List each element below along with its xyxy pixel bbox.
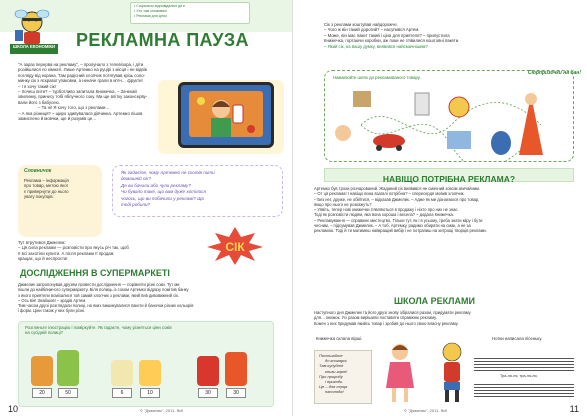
text-line: "А зараз перерва на рекламу", – пролунало з телевізора, і діти <box>18 62 144 67</box>
poem-line: книги гарні! <box>325 368 348 374</box>
text-line: – І я хочу такий сік! <box>18 83 56 89</box>
text-line: її всі захотіли купити. А після реклами її продаж <box>18 250 114 256</box>
text-line: кращає, що й неспроста! <box>18 256 68 262</box>
staff-line <box>474 358 574 359</box>
section-title-why: НАВІЩО ПОТРІБНА РЕКЛАМА? <box>382 174 516 184</box>
text-line: Джмелик запропонував друзям провести дослідження — порівняти різні соки. Тут ми <box>18 282 180 287</box>
topic-bullet: • Соціально-відповідальні діти <box>134 4 185 8</box>
text-line: вали його з бабусею. <box>18 99 60 105</box>
text-line: – Та ні! Я хочу того, що з реклами… <box>38 105 110 111</box>
staff-line <box>474 370 574 371</box>
text-line: – От ця реклама! І навіщо вона взагалі потрібна? – спересердя мовив хлопчик. <box>314 191 465 197</box>
question-line: Чи бувало таке, що вам дуже хотілося <box>121 189 206 195</box>
page-number: 10 <box>8 404 19 414</box>
music-lyrics: Тра-ля-ля, тра-ля-ля, <box>500 374 538 378</box>
text-line: Тим часом друзі розглядали полиці, на яких вишикувалися пакети й баночки різних кольорів <box>18 303 194 309</box>
sheet-caption: Книжечка склала вірші. <box>316 336 363 341</box>
poem-line: Про природу <box>319 373 343 379</box>
girl-illustration-icon <box>382 340 418 404</box>
juice-pack <box>57 350 79 386</box>
question-line: тоді робили? <box>121 202 151 208</box>
price-tag: 30 <box>226 388 246 398</box>
juice-box <box>139 360 161 386</box>
sik-sticker-icon <box>205 225 265 265</box>
school-label: ШКОЛА ЕКОНОМІКИ <box>10 44 58 54</box>
dictionary-title: Словничок <box>24 168 52 174</box>
path-task-text: Намалюйте шлях до рекламованого товару. <box>333 75 421 80</box>
tv-screen <box>189 91 263 137</box>
intro-text <box>18 62 163 121</box>
staff-line <box>474 367 574 368</box>
task-text <box>25 325 269 336</box>
juice-jar <box>225 352 247 386</box>
boy-on-tv-icon <box>189 91 263 137</box>
staff-line <box>474 361 574 362</box>
text-line: з якого приятели всміхалися той самий хлопчик з реклами, який пив дивовижний сік. <box>18 292 180 298</box>
mid-text <box>18 240 198 262</box>
juice-jar <box>31 356 53 386</box>
text-line: – Ця сила реклами — розповісти про якусь річ так, щоб <box>18 245 129 251</box>
text-line: Артемко був трохи розчарований. Жаданий сік виявився не смачний зовсім звичайним. <box>314 186 481 191</box>
ball-icon <box>449 97 469 117</box>
toy-tower-icon <box>415 93 429 115</box>
school-text <box>314 310 578 326</box>
supermarket-text <box>18 282 280 314</box>
topic-bullet: • Хто такі споживачі <box>134 9 167 13</box>
text-line: Тоді як розповісти людям, яка вона хороша і весела? – додала Книжечка. <box>314 212 454 218</box>
text-line: – Може, він має пакет такий і ціна для приятеля? – припустила <box>324 32 450 38</box>
toy-train-icon <box>447 131 471 149</box>
text-line: чесним, – підсумував Джмелик. – А тоб, Артемку, радимо обирати на смак, а не за <box>314 223 471 229</box>
text-line: замислено й мовчки, ще й розумів це… <box>18 116 97 122</box>
text-line: – Хочеш пити? – турботливо запитала Книжечка. – Зачекай <box>18 89 137 95</box>
text-line: – Який сік, на вашу думку, виявився найсмачнішим? <box>324 43 428 49</box>
why-ads-banner <box>324 168 574 182</box>
staff-line <box>474 384 574 385</box>
task-label: Сюрпризочки на бан! <box>527 70 581 76</box>
poem-line: Там купуйте <box>319 363 344 369</box>
baby-doll-icon <box>491 131 511 155</box>
price-tag: 10 <box>140 388 160 398</box>
text-line: погляду від екрана. Там радісний хлопчик потягував крізь соло- <box>18 72 146 78</box>
text-line: – Без неї, друже, не обійтися, – відказав Джмелик. – Адже як ми дізнаємося про товар, <box>314 196 480 202</box>
staff-line <box>474 387 574 388</box>
footer-text: © "Джмелик", 2011, №9 <box>404 408 448 413</box>
topic-bullet: • Реклама для діток <box>134 14 167 18</box>
text-line: якщо про нього не розкажуть? <box>314 201 372 207</box>
poem-line: Поспішайте <box>319 353 343 358</box>
text-line: – А яка різниця? – щиро здивувалася дівчинка. Артемко пішов <box>18 110 143 116</box>
sticker-text: СІК <box>225 240 245 254</box>
question-line: Де ви бачили або чули рекламу? <box>121 182 191 188</box>
question-line: чогось, що ви побачили у рекламі? Що <box>121 195 204 201</box>
price-tag: 50 <box>58 388 78 398</box>
text-line: минку сік з яскравої упаковки, а неначе грали в м'яч… фрукти! <box>18 78 143 84</box>
text-line: пішли до найближчого супермаркету. Біля полиць із соком Артемко відразу помітив банку <box>18 287 189 293</box>
right-page <box>294 0 587 416</box>
text-line: – Чого ж він такий дорогий? – насупився Артем. <box>324 27 420 33</box>
why-text <box>314 186 578 234</box>
questions-text <box>121 170 281 208</box>
text-line: Розгляньте ілюстрацію і поміркуйте. Як гадаєте, чому різняться ціни соків <box>25 325 172 330</box>
price-tag: 30 <box>198 388 218 398</box>
text-line: – Ось він! Знайшов! – зрадів Артем. <box>18 297 87 303</box>
toys-maze-icon <box>331 85 569 161</box>
tv-illustration <box>178 82 274 148</box>
questions-box <box>112 165 283 217</box>
music-caption: Нотки написала пісеньку. <box>492 336 543 341</box>
text-line: Наступного дня Джмелик та його друзі знову зібралися разом, придумати рекламу <box>314 310 471 315</box>
staff-line <box>474 396 574 397</box>
poem-line: Це – для серця <box>319 384 348 390</box>
text-line: Кожен з них придумав якийсь товар і зробив до нього свою власну рекламу. <box>314 320 459 326</box>
page-title: РЕКЛАМНА ПАУЗА <box>76 30 249 50</box>
footer-text: © "Джмелик", 2011, №9 <box>140 408 184 413</box>
text-line: Реклама – інформація <box>24 178 69 183</box>
text-line: Тут втрутився Джмелик: <box>18 240 66 245</box>
poem-text <box>319 353 347 395</box>
poem-line: насолода! <box>325 389 344 395</box>
toy-box-icon <box>353 91 371 107</box>
left-page <box>0 0 293 416</box>
text-line: – Уявіть, тепер нові книжечки з'являються в продажу і ніхто про них не знає. <box>314 207 459 213</box>
baby-icon <box>335 125 351 141</box>
staff-line <box>474 393 574 394</box>
top-text <box>324 22 574 49</box>
section-title-school: ШКОЛА РЕКЛАМИ <box>394 296 475 306</box>
text-line: – Рекламування — справжнє мистецтво. Тільки тут, як і в усьому, треба знати міру і бути <box>314 217 483 223</box>
text-line: є привернути до нього <box>24 188 69 194</box>
dictionary-box <box>18 165 102 237</box>
question-line: домашній сік? <box>121 176 152 182</box>
music-sheet <box>470 350 578 406</box>
section-title-supermarket: ДОСЛІДЖЕННЯ В СУПЕРМАРКЕТІ <box>20 268 170 278</box>
question-line: Як гадаєте, чому Артемко не схотів пити <box>121 170 215 175</box>
staff-line <box>474 364 574 365</box>
text-line: Книжечка, гортаючи коробки, аж поки не з'явилися коштовні пакети. <box>324 38 460 44</box>
text-line: для… книжок. Усі разом вирішили поставити справжню рекламу. <box>314 315 437 321</box>
text-line: увагу покупців. <box>24 194 54 200</box>
text-line: рекламою. Тоді й ти матимеш найкращий вибір і не потрапиш на хитрощі творців реклами. <box>314 228 487 234</box>
topic-bullets <box>130 2 250 24</box>
juice-box <box>111 360 133 386</box>
dictionary-text <box>24 178 98 200</box>
poem-line: до книгарні, <box>325 358 348 364</box>
staff-line <box>474 390 574 391</box>
price-tag: 20 <box>32 388 52 398</box>
text-line: і форм. Ціни також у них були різні. <box>18 308 86 314</box>
juice-jar <box>197 356 219 386</box>
path-task-box <box>324 70 574 162</box>
price-tag: 6 <box>112 388 132 398</box>
text-line: хвилинку, принесу тобі яблучного соку. Ми ще влітку законсерву- <box>18 94 148 100</box>
bee-character-icon <box>434 340 470 404</box>
text-line: на сусідній полиці? <box>25 330 64 336</box>
poem-sheet <box>314 350 372 404</box>
text-line: Сік з реклами коштував найдорожче. <box>324 22 398 27</box>
text-line: про товар, метою якої <box>24 183 68 189</box>
page-number: 11 <box>569 404 579 414</box>
text-line: розійшлися по кімнаті. Лише Артемко на руцірі з місця і не відвів <box>18 67 147 73</box>
juice-task-box <box>18 321 274 407</box>
poem-line: і пригоди. <box>325 379 344 385</box>
